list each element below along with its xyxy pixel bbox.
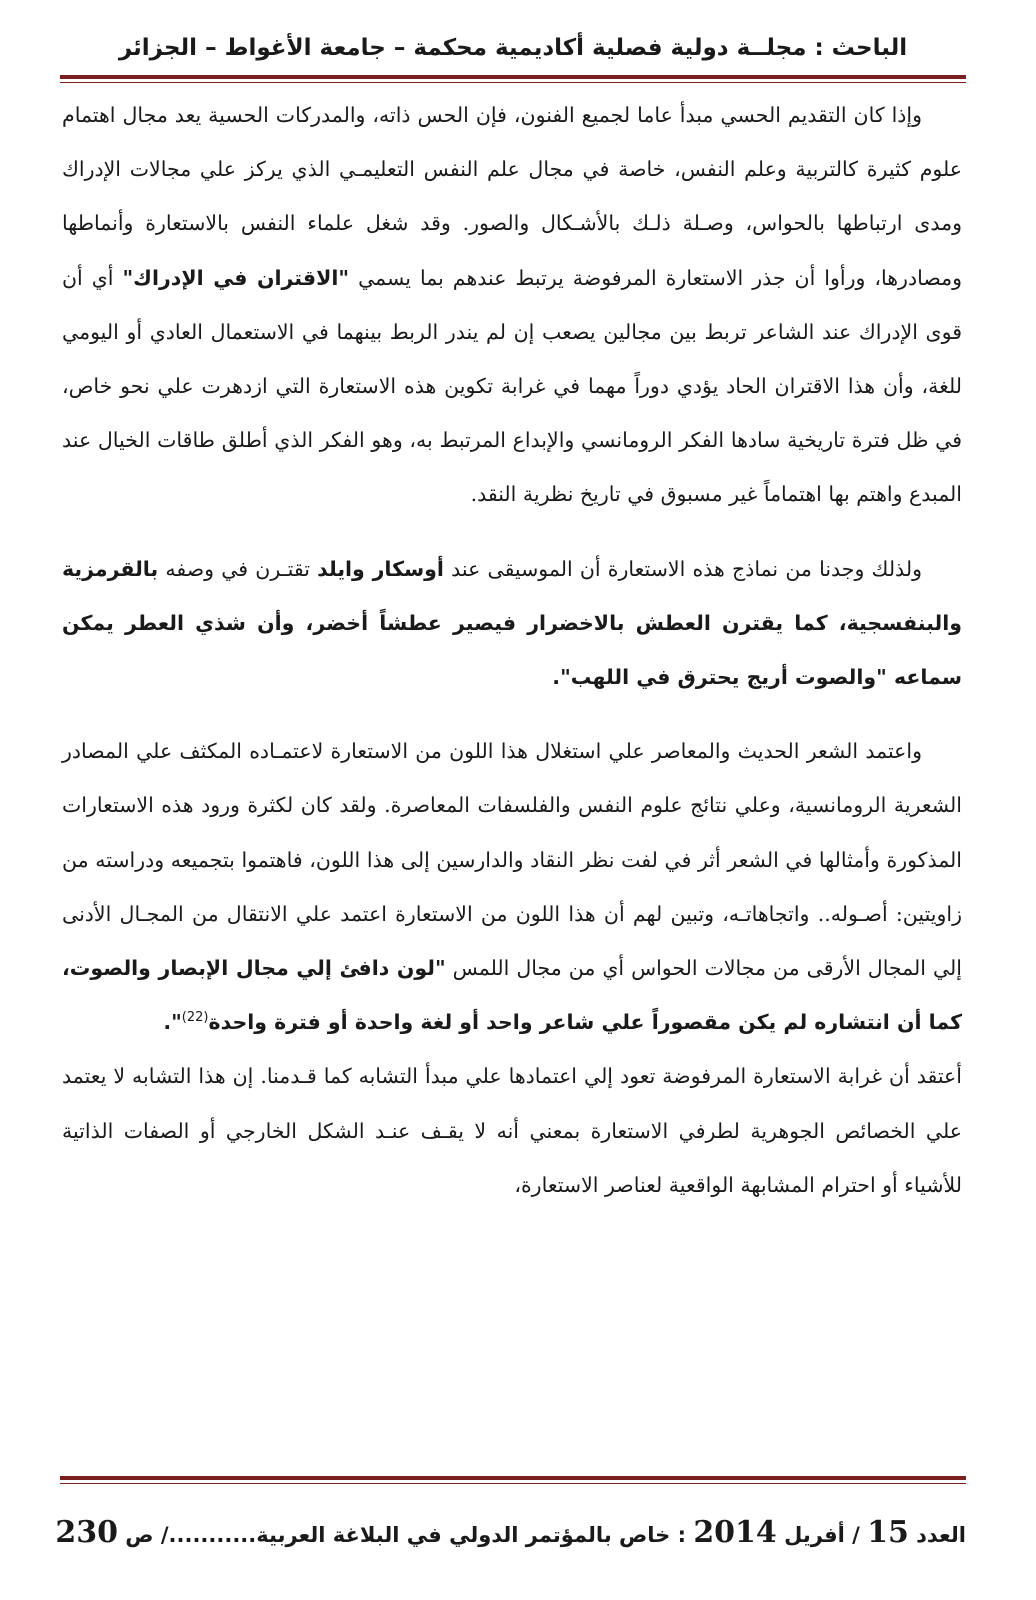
footer-rule-thin [60,1483,966,1484]
paragraph-2-author: أوسكار وايلد [317,556,444,581]
paragraph-1-rest: أي أن قوى الإدراك عند الشاعر تربط بين مجالين يصعب إن لم يندر الربط بينهما في الاستعمال العادي أو اليومي للغة، وأن هذا الاقتران الحاد يؤدي دوراً مهما في غرابة تكوين هذه الاستعارة التي ازدهرت علي نحو خاص، في ظل فترة تاريخية سادها الفكر الرومانسي والإبداع المرتبط به، وهو الفكر الذي أطلق طاقات الخيال عند المبدع واهتم بها اهتماماً غير مسبوق في تاريخ نظرية النقد. [62,265,962,507]
footer-note: : خاص بالمؤتمر الدولي في البلاغة العربية.........../ ص [125,1523,686,1547]
running-header [60,28,966,68]
paragraph-2-text-a: ولذلك وجدنا من نماذج هذه الاستعارة أن الموسيقى عند [451,556,922,581]
paragraph-2 [62,542,962,705]
footer-separator: / [852,1523,860,1547]
footer-issue-number: 15 [867,1515,909,1550]
header-rule-thick [60,75,966,79]
paragraph-4-text: أعتقد أن غرابة الاستعارة المرفوضة تعود إلي اعتمادها علي مبدأ التشابه كما قـدمنا. إن هذا التشابه لا يعتمد علي الخصائص الجوهرية لطرفي الاستعارة بمعني أنه لا يقـف عنـد الشكل الخارجي أو الصفات الذاتية للأشياء أو احترام المشابهة الواقعية لعناصر الاستعارة، [62,1064,962,1197]
paragraph-2-quote: بالقرمزية والبنفسجية، كما يقترن العطش بالاخضرار فيصير عطشاً أخضر، وأن شذي العطر يمكن سماعه "والصوت أريج يحترق في اللهب". [62,556,962,690]
footer-month: أفريل [784,1523,845,1547]
paragraph-4 [62,1049,962,1212]
paragraph-3-quote-end: ". [163,1010,182,1035]
footer-issue-label: العدد [916,1523,966,1547]
paragraph-1-term: "الاقتران في الإدراك" [122,265,350,290]
paragraph-1 [62,88,962,522]
paragraph-3-text: واعتمد الشعر الحديث والمعاصر علي استغلال هذا اللون من الاستعارة لاعتمـاده المكثف علي المصادر الشعرية الرومانسية، وعلي نتائج علوم النفس والفلسفات المعاصرة. ولقد كان لكثرة ورود هذه الاستعارات المذكورة وأمثالها في الشعر أثر في لفت نظر النقاد والدارسين إلى هذا اللون، فاهتموا بتجميعه ودراسته من زاويتين: أصـوله.. واتجاهاتـه، وتبين لهم أن هذا اللون من الاستعارة اعتمد علي الانتقال من المجـال الأدنى إلي المجال الأرقى من مجالات الحواس أي من مجال اللمس [62,739,962,981]
header-rule-thin [60,82,966,83]
paragraph-3 [62,724,962,1049]
paragraph-1-text: وإذا كان التقديم الحسي مبدأ عاما لجميع الفنون، فإن الحس ذاته، والمدركات الحسية يعد مجال اهتمام علوم كثيرة كالتربية وعلم النفس، خاصة في مجال علم النفس التعليمـي الذي يركز علي مجالات الإدراك ومدى ارتباطها بالحواس، وصـلة ذلـك بالأشـكال والصور. وقد شغل علماء النفس بالاستعارة وأنماطها ومصادرها، ورأوا أن جذر الاستعارة المرفوضة يرتبط عندهم بما يسمي [62,103,962,290]
header-title: الباحث : مجلــة دولية فصلية أكاديمية محكمة – جامعة الأغواط – الجزائر [118,35,908,61]
footer-rule-thick [60,1476,966,1480]
article-body [62,88,962,1212]
paragraph-3-quote-text: "لون دافئ إلي مجال الإبصار والصوت، كما أن انتشاره لم يكن مقصوراً علي شاعر واحد أو لغة واحدة أو فترة واحدة [62,956,962,1035]
paragraph-2-text-b: تقتـرن في وصفه [165,556,310,581]
footer-page-number: 230 [55,1515,118,1550]
footnote-ref: (22) [181,1010,209,1026]
footer-year: 2014 [693,1515,777,1550]
page-footer [55,1508,966,1558]
